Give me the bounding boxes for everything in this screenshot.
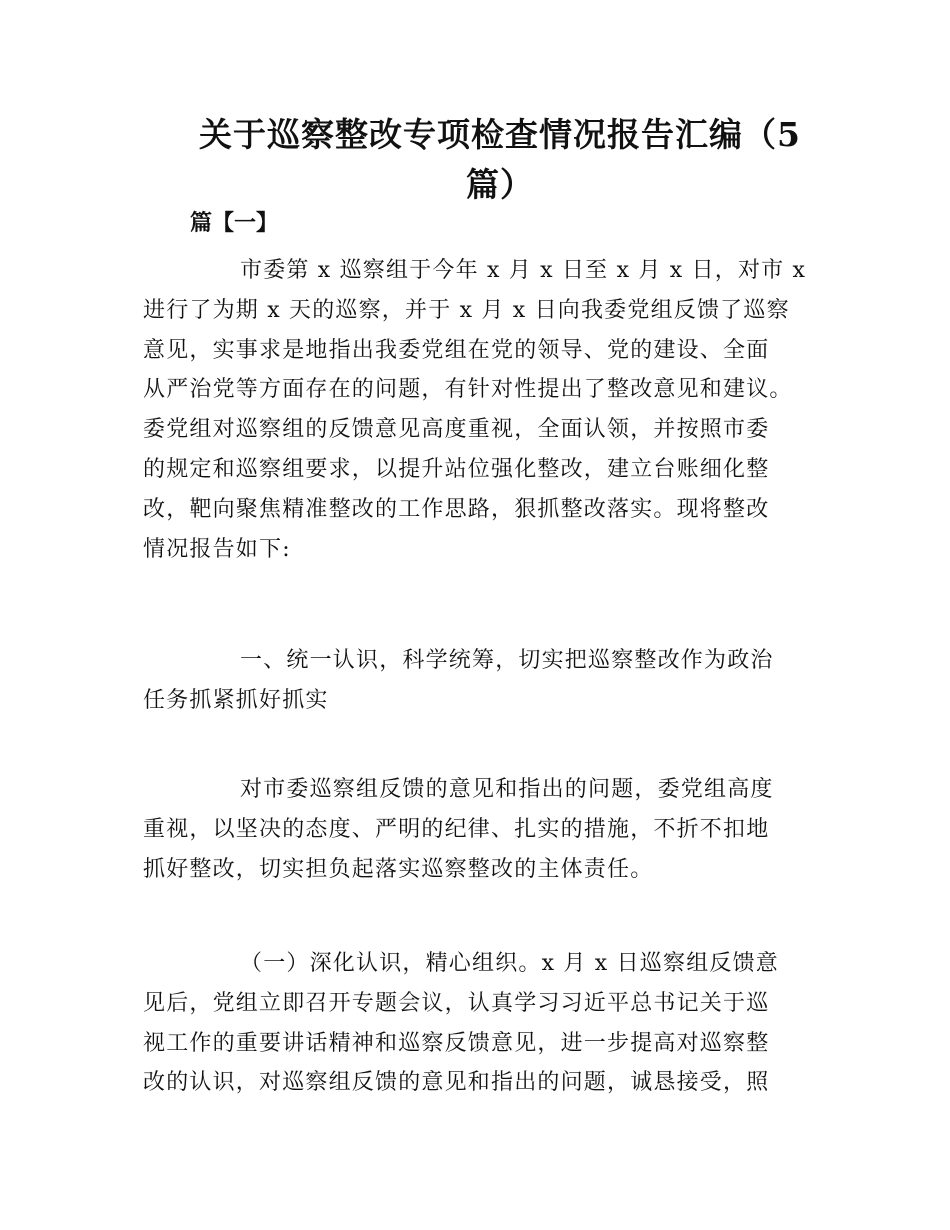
paragraph-4 (143, 944, 819, 1103)
paragraph-line: 从严治党等方面存在的问题，有针对性提出了整改意见和建议。 (143, 377, 793, 403)
paragraph-line: 对市委巡察组反馈的意见和指出的问题，委党组高度 (240, 777, 774, 802)
paragraph-line: 意见，实事求是地指出我委党组在党的领导、党的建设、全面 (143, 337, 770, 363)
paragraph-line: （一）深化认识，精心组织。x 月 x 日巡察组反馈意 (240, 951, 779, 976)
paragraph-line: 视工作的重要讲话精神和巡察反馈意见，进一步提高对巡察整 (143, 1030, 770, 1056)
paragraph-line: 任务抓紧抓好抓实 (143, 687, 329, 713)
paragraph-line: 进行了为期 x 天的巡察，并于 x 月 x 日向我委党组反馈了巡察 (143, 297, 790, 323)
paragraph-line: 抓好整改，切实担负起落实巡察整改的主体责任。 (143, 856, 654, 882)
title-line-2: 篇） (466, 165, 534, 204)
document-title (190, 110, 810, 210)
paragraph-1 (143, 251, 819, 569)
paragraph-line: 委党组对巡察组的反馈意见高度重视，全面认领，并按照市委 (143, 417, 770, 443)
paragraph-line: 见后，党组立即召开专题会议，认真学习习近平总书记关于巡 (143, 990, 770, 1016)
paragraph-line: 市委第 x 巡察组于今年 x 月 x 日至 x 月 x 日，对市 x (240, 258, 807, 283)
paragraph-2-heading (143, 641, 819, 721)
paragraph-line: 的规定和巡察组要求，以提升站位强化整改，建立台账细化整 (143, 456, 770, 482)
section-label: 篇【一】 (190, 210, 279, 236)
title-line-1: 关于巡察整改专项检查情况报告汇编（5 (199, 115, 801, 154)
paragraph-line: 情况报告如下: (143, 536, 291, 562)
paragraph-3 (143, 770, 819, 889)
paragraph-line: 改的认识，对巡察组反馈的意见和指出的问题，诚恳接受，照 (143, 1070, 770, 1096)
paragraph-line: 一、统一认识，科学统筹，切实把巡察整改作为政治 (240, 648, 774, 673)
paragraph-line: 改，靶向聚焦精准整改的工作思路，狠抓整改落实。现将整改 (143, 496, 770, 522)
paragraph-line: 重视，以坚决的态度、严明的纪律、扎实的措施，不折不扣地 (143, 816, 770, 842)
